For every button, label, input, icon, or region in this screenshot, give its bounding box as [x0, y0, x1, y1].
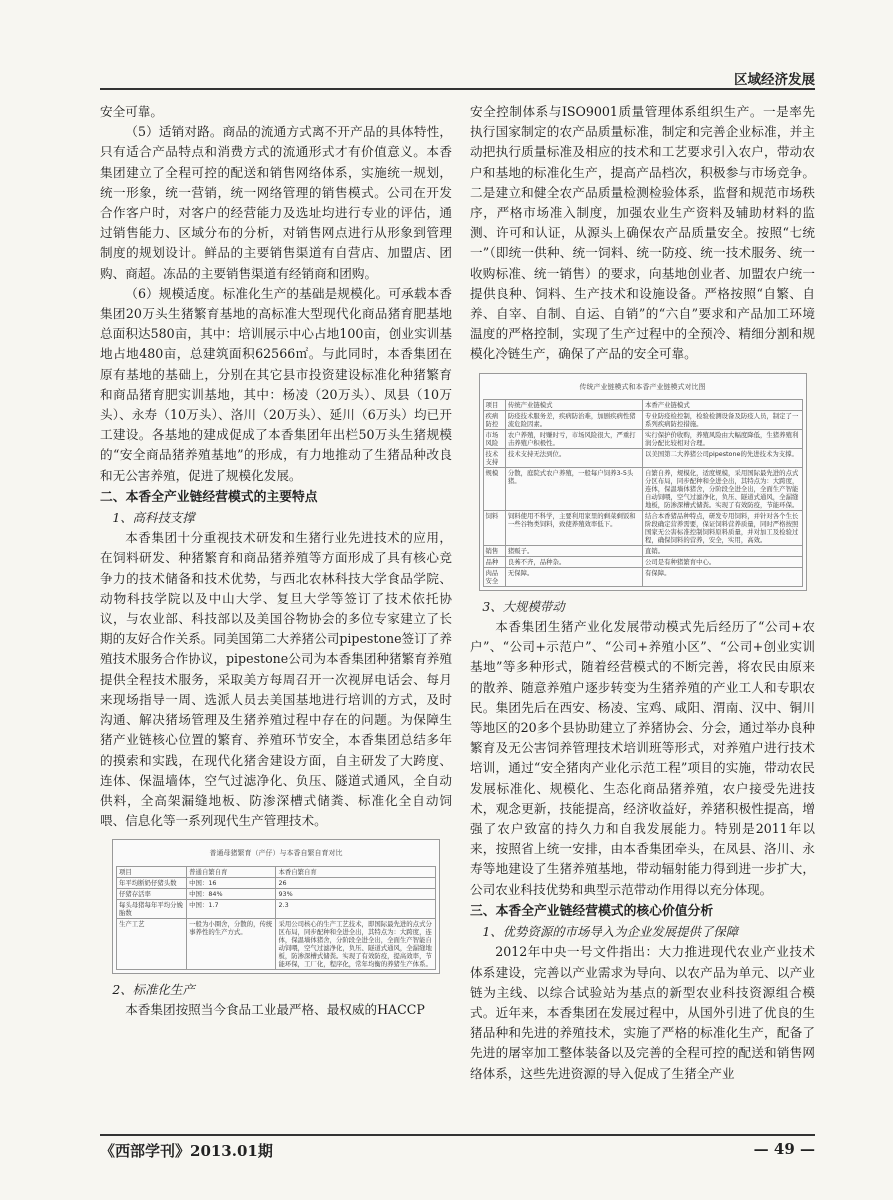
table-cell: 采用公司核心的生产工艺技术，即国际最先进的点式分区布局，同步配种和全进全出，其特点为：大跨度，连体，保温墙体猪舍，分阶段全进全出，全面生产智能自动饲喂，空气过滤净化，负压、隧道式通风，全漏缝地板，防渗深槽式储粪。实现了有效防疫，提高效率，节能环保，工厂化，程序化，常年均衡的养猪生产体系。 [276, 918, 436, 969]
page-number: — 49 — [753, 1140, 815, 1158]
paragraph: 本香集团按照当今食品工业最严格、最权威的HACCP [125, 1001, 425, 1017]
section-tag: 区域经济发展 [734, 72, 815, 88]
table-row [117, 918, 436, 969]
table-figure-1 [112, 839, 440, 973]
header-rule [100, 88, 815, 90]
table-row [483, 510, 802, 545]
table-row [483, 429, 802, 448]
subsection-heading: 2、标准化生产 [112, 981, 195, 997]
table-cell: 以美国第二大养猪公司pipestone的先进技术为支撑。 [642, 448, 802, 467]
comparison-table-2 [483, 399, 803, 587]
subsection-heading: 1、优势资源的市场导入为企业发展提供了保障 [482, 924, 739, 940]
paragraph: 本香集团十分重视技术研发和生猪行业先进技术的应用，在饲料研发、种猪繁育和商品猪养殖等方面形成了具有核心竞争力的技术储备和技术优势，与西北农林科技大学食品学院、动物科技学院以及中山大学、复旦大学等签订了技术依托协议，与农业部、科技部以及美国谷物协会的多位专家建立了长期的友好合作关系。同美国第二大养猪公司pipestone签订了养殖技术服务合作协议，pipestone公司为本香集团种猪繁育养殖提供全程技术服务，采取美方每周召开一次视屏电话会、每月来现场指导一周、选派人员去美国基地进行培训的方式，及时沟通、解决猪场管理及生猪养殖过程中存在的问题。为保障生猪产业链核心位置的繁育、养殖环节安全，本香集团总结多年的摸索和实践，在现代化猪舍建设方面，自主研发了大跨度、连体、保温墙体，空气过滤净化、负压、隧道式通风，全自动供料，全高架漏缝地板、防渗深槽式储粪、标准化全自动饲喂、信息化等一系列现代生产管理技术。 [100, 530, 452, 829]
table-cell: 有保障。 [642, 567, 802, 586]
table-cell: 疾病防控 [483, 410, 505, 429]
footer-rule [100, 1134, 815, 1136]
table-cell: 防疫技术服务差，疾病防治难，加剧疾病性猪流危险因素。 [505, 410, 642, 429]
table-cell: 普通自繁自育 [187, 866, 276, 877]
table-cell: 直销。 [642, 545, 802, 556]
table-cell: 公司是有种猪繁育中心。 [642, 556, 802, 567]
table-cell: 无保障。 [505, 567, 642, 586]
table-cell: 专业防疫检控制，检验检测设备及防疫人员，制定了一系列疾病防控措施。 [642, 410, 802, 429]
table-cell: 年平均断奶仔猪头数 [117, 877, 187, 888]
table-cell: 技术支持无法到位。 [505, 448, 642, 467]
table-cell: 每头母猪每年平均分娩胎数 [117, 899, 187, 918]
table-cell: 猪贩子。 [505, 545, 642, 556]
table-cell: 销售 [483, 545, 505, 556]
table-cell: 规模 [483, 467, 505, 510]
table-cell: 中国：84% [187, 888, 276, 899]
table-row [483, 448, 802, 467]
table-cell: 肉品安全 [483, 567, 505, 586]
table-row [483, 467, 802, 510]
subsection-heading: 3、大规模带动 [482, 598, 565, 614]
left-column [100, 102, 452, 1020]
table-cell: 传统产业链模式 [505, 399, 642, 410]
subsection-heading: 1、高科技支撑 [112, 510, 195, 526]
table-cell: 仔猪存活率 [117, 888, 187, 899]
table-cell: 饲料使用不科学，主要利用家里的剩菜剩饭和一些谷物类饲料，致使养殖效率低下。 [505, 510, 642, 545]
table-cell: 项目 [483, 399, 505, 410]
table-cell: 技术支持 [483, 448, 505, 467]
table-cell: 中国：1.7 [187, 899, 276, 918]
table-cell: 中国：16 [187, 877, 276, 888]
section-heading: 二、本香全产业链经营模式的主要特点 [100, 489, 318, 505]
table-cell: 品种 [483, 556, 505, 567]
table-caption: 传统产业链模式和本香产业链模式对比图 [579, 382, 706, 391]
table-figure-2 [479, 373, 807, 591]
table-cell: 26 [276, 877, 436, 888]
table-cell: 结合本香猪品种特点，研发专用饲料，并针对各个生长阶段确定营养需要，保证饲料营养质量，同时严格按照国家无公害标准控制饲料原料质量，并对加工及检验过程，确保饲料的营养，安全，实用，高效。 [642, 510, 802, 545]
section-heading: 三、本香全产业链经营模式的核心价值分析 [470, 903, 714, 919]
table-cell: 一般为小圈舍，分散的，传统事养性的生产方式。 [187, 918, 276, 969]
table-row [117, 888, 436, 899]
table-cell: 本香自繁自育 [276, 866, 436, 877]
paragraph: 安全可靠。 [100, 104, 163, 119]
table-row [117, 866, 436, 877]
table-caption: 普通母猪繁育（产仔）与本香自繁自育对比 [209, 849, 343, 858]
table-row [483, 410, 802, 429]
table-cell: 分散，庭院式农户养殖，一般每户饲养3-5头猪。 [505, 467, 642, 510]
table-row [117, 899, 436, 918]
table-row [483, 399, 802, 410]
table-cell: 本香产业链模式 [642, 399, 802, 410]
table-row [483, 567, 802, 586]
paragraph: 安全控制体系与ISO9001质量管理体系组织生产。一是率先执行国家制定的农产品质量标准，制定和完善企业标准，并主动把执行质量标准及相应的技术和工艺要求引入农户，带动农户和基地的标准化生产，提高产品档次，积极参与市场竞争。二是建立和健全农产品质量检测检验体系，监督和规范市场秩序，严格市场准入制度，加强农业生产资料及辅助材料的监测、许可和认证，从源头上确保农产品质量安全。按照“七统一”（即统一供种、统一饲料、统一防疫、统一技术服务、统一收购标准、统一销售）的要求，向基地创业者、加盟农户统一提供良种、饲料、生产技术和设施设备。严格按照“自繁、自养、自宰、自制、自运、自销”的“六自”要求和产品加工环境温度的严格控制，实现了生产过程中的全预冷、精细分割和规模化冷链生产，确保了产品的安全可靠。 [470, 104, 815, 362]
paragraph: 2012年中央一号文件指出：大力推进现代农业产业技术体系建设，完善以产业需求为导向、以农产品为单元、以产业链为主线、以综合试验站为基点的新型农业科技资源组合模式。近年来，本香集团在发展过程中，从国外引进了优良的生猪品种和先进的养殖技术，实施了严格的标准化生产，配备了先进的屠宰加工整体装备以及完善的全程可控的配送和销售网络体系，这些先进资源的导入促成了生猪全产业 [470, 944, 815, 1081]
table-cell: 生产工艺 [117, 918, 187, 969]
paragraph: （5）适销对路。商品的流通方式离不开产品的具体特性，只有适合产品特点和消费方式的流通形式才有价值意义。本香集团建立了全程可控的配送和销售网络体系，实施统一规划，统一形象，统一营销，统一网络管理的销售模式。公司在开发合作客户时，对客户的经营能力及选址均进行专业的评估，通过销售能力、区域分布的分析，对销售网点进行从形象到管理制度的规划设计。鲜品的主要销售渠道有自营店、加盟店、团购、商超。冻品的主要销售渠道有经销商和团购。 [100, 124, 452, 281]
table-cell: 饲料 [483, 510, 505, 545]
comparison-table-1 [116, 866, 436, 970]
paragraph: （6）规模适度。标准化生产的基础是规模化。可承载本香集团20万头生猪繁育基地的高标准大型现代化商品猪育肥基地总面积达580亩，其中：培训展示中心占地100亩，创业实训基地占地480亩，总建筑面积62566㎡。与此同时，本香集团在原有基地的基础上，分别在其它县市投资建设标准化种猪繁育和商品猪育肥实训基地，其中：杨凌（20万头）、凤县（10万头）、永寿（10万头）、洛川（20万头）、延川（6万头）均已开工建设。各基地的建成促成了本香集团年出栏50万头生猪规模的“安全商品猪养殖基地”的形成，有力地推动了生猪品种改良和无公害养殖，促进了规模化发展。 [100, 285, 452, 483]
paragraph: 本香集团生猪产业化发展带动模式先后经历了“公司+农户”、“公司+示范户”、“公司+养殖小区”、“公司+创业实训基地”等多种形式，随着经营模式的不断完善，将农民由原来的散养、随意养殖户逐步转变为生猪养殖的产业工人和专职农民。集团先后在西安、杨凌、宝鸡、咸阳、渭南、汉中、铜川等地区的20多个县协助建立了养猪协会、分会，通过举办良种繁育及无公害饲养管理技术培训班等形式，对养殖户进行技术培训，通过“安全猪肉产业化示范工程”项目的实施，带动农民发展标准化、规模化、生态化商品猪养殖，农户接受先进技术，观念更新，技能提高，经济收益好，养猪积极性提高，增强了农户致富的持久力和自我发展能力。特别是2011年以来，按照省上统一安排，由本香集团牵头，在凤县、洛川、永寿等地建设了生猪养殖基地，带动辐射能力得到进一步扩大，公司农业科技优势和典型示范带动作用得以充分体现。 [470, 619, 815, 897]
table-row [483, 556, 802, 567]
table-cell: 93% [276, 888, 436, 899]
table-cell: 农户养殖，时赚时亏，市场风险很大，严重打击养殖户积极性。 [505, 429, 642, 448]
table-row [117, 877, 436, 888]
table-cell: 市场风险 [483, 429, 505, 448]
table-cell: 2.3 [276, 899, 436, 918]
table-cell: 实行保护价收购，养殖风险由大幅度降低，生猪养殖利润分配比较相对合理。 [642, 429, 802, 448]
table-row [483, 545, 802, 556]
table-cell: 良莠不齐，品种杂。 [505, 556, 642, 567]
journal-name: 《西部学刊》2013.01期 [100, 1142, 273, 1160]
table-cell: 项目 [117, 866, 187, 877]
right-column [470, 102, 815, 1084]
table-cell: 自繁自养，规模化，适度规模，采用国际最先进的点式分区布局，同步配种和全进全出，其特点为：大跨度，连体，保温墙体猪舍，分阶段全进全出，全面生产智能自动饲喂，空气过滤净化，负压、隧道式通风，全漏缝地板，防渗深槽式储粪。实现了有效防疫，节能环保。 [642, 467, 802, 510]
